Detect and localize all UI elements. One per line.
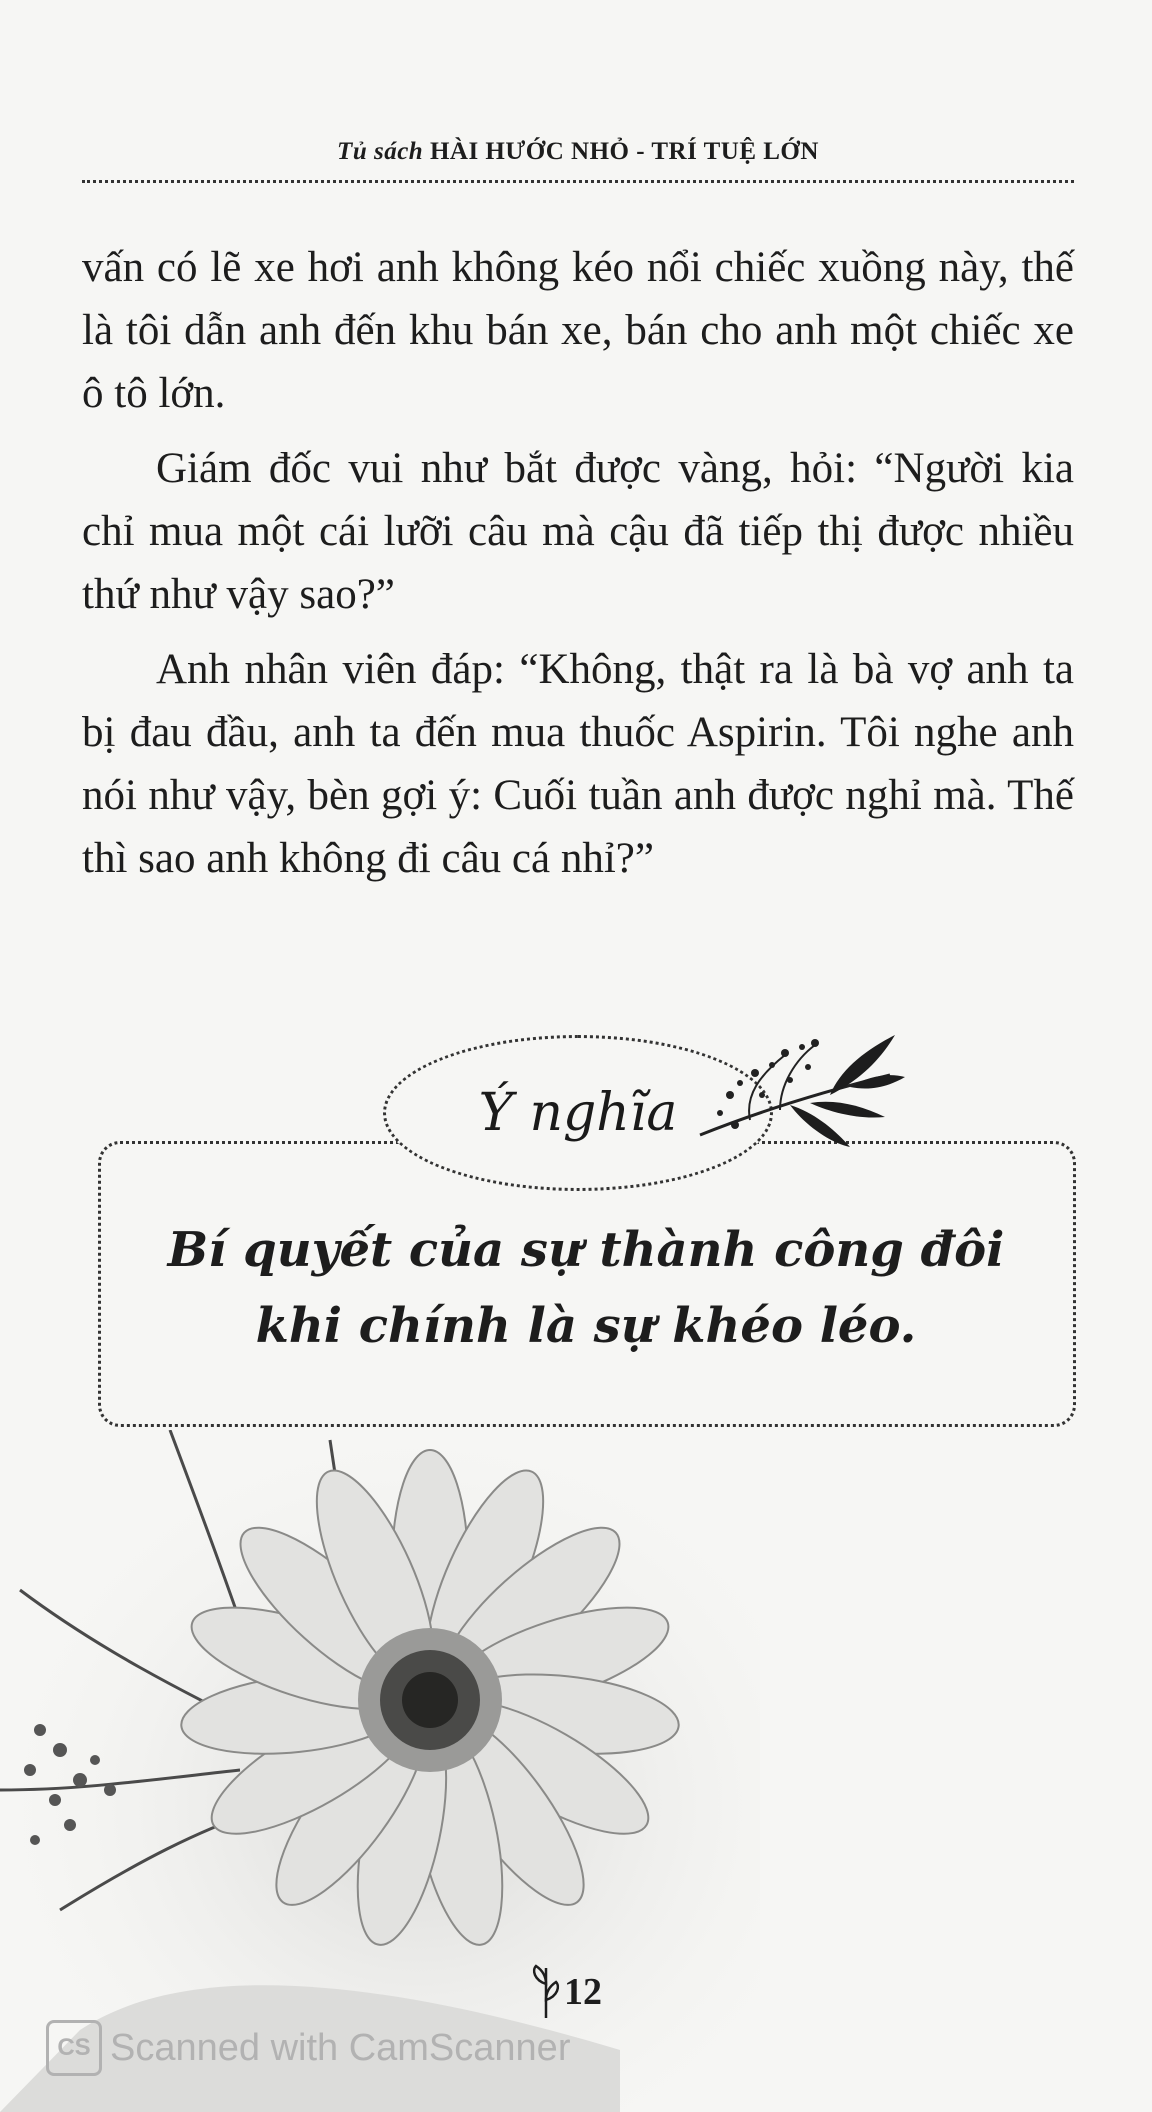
body-text (82, 236, 1074, 902)
header-divider (82, 180, 1074, 183)
gerbera-flower-illustration (0, 1430, 760, 2112)
camscanner-logo-icon: CS (46, 2020, 102, 2076)
leaf-sprig-icon (690, 1025, 910, 1155)
watermark-text: Scanned with CamScanner (110, 2026, 571, 2069)
page-number-text: 12 (564, 1971, 602, 2013)
leaf-icon (528, 1964, 564, 2020)
meaning-quote: Bí quyết của sự thành công đôi khi chính là sự khéo léo. (167, 1222, 1005, 1354)
series-prefix: Tủ sách (337, 138, 424, 165)
camscanner-watermark (46, 2020, 570, 2076)
paragraph-3: Anh nhân viên đáp: “Không, thật ra là bà vợ anh ta bị đau đầu, anh ta đến mua thuốc Aspirin. Tôi nghe anh nói như vậy, bèn gợi ý: Cuối tuần anh được nghỉ mà. Thế thì sao anh không đi câu cá nhỉ?” (82, 646, 1074, 882)
paragraph-2: Giám đốc vui như bắt được vàng, hỏi: “Người kia chỉ mua một cái lưỡi câu mà cậu đã tiếp thị được nhiều thứ như vậy sao?” (82, 445, 1074, 618)
paragraph-1: vấn có lẽ xe hơi anh không kéo nổi chiếc xuồng này, thế là tôi dẫn anh đến khu bán xe, bán cho anh một chiếc xe ô tô lớn. (82, 244, 1074, 417)
running-header (82, 138, 1074, 166)
series-title: HÀI HƯỚC NHỎ - TRÍ TUỆ LỚN (429, 138, 819, 165)
meaning-label: Ý nghĩa (478, 1083, 678, 1143)
page-number (528, 1964, 602, 2020)
